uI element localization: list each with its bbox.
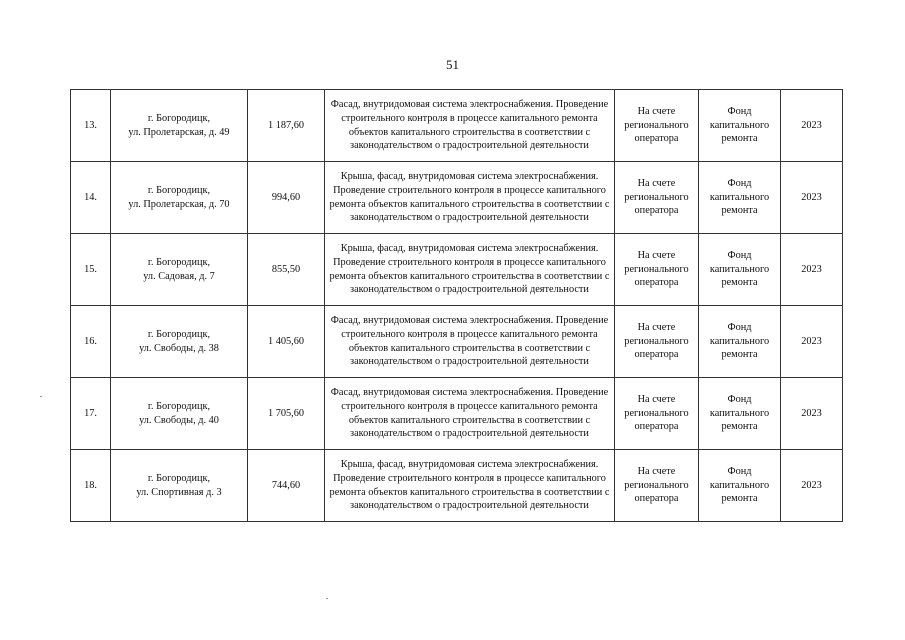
address-street: ул. Садовая, д. 7	[143, 270, 215, 282]
table-row	[71, 162, 843, 234]
area-cell: 855,50	[248, 234, 325, 306]
address-city: г. Богородицк,	[147, 400, 211, 412]
row-number: 13.	[71, 90, 111, 162]
account-type: На счете регионального оператора	[615, 234, 699, 306]
page-number: 51	[446, 57, 459, 72]
table-body	[71, 90, 843, 522]
funding-source: Фонд капитального ремонта	[699, 450, 781, 522]
area-cell: 744,60	[248, 450, 325, 522]
table-row	[71, 306, 843, 378]
address-city: г. Богородицк,	[147, 112, 211, 124]
funding-source: Фонд капитального ремонта	[699, 306, 781, 378]
repair-works-table	[70, 89, 843, 522]
address-cell	[111, 306, 248, 378]
funding-source: Фонд капитального ремонта	[699, 234, 781, 306]
account-type: На счете регионального оператора	[615, 162, 699, 234]
year-cell: 2023	[781, 162, 843, 234]
address-street: ул. Пролетарская, д. 49	[128, 126, 230, 138]
address-city: г. Богородицк,	[147, 472, 211, 484]
year-cell: 2023	[781, 90, 843, 162]
table-row	[71, 90, 843, 162]
table-row	[71, 378, 843, 450]
account-type: На счете регионального оператора	[615, 306, 699, 378]
year-cell: 2023	[781, 306, 843, 378]
address-cell	[111, 90, 248, 162]
table-row	[71, 450, 843, 522]
row-number: 17.	[71, 378, 111, 450]
row-number: 18.	[71, 450, 111, 522]
funding-source: Фонд капитального ремонта	[699, 90, 781, 162]
account-type: На счете регионального оператора	[615, 450, 699, 522]
address-city: г. Богородицк,	[147, 328, 211, 340]
address-city: г. Богородицк,	[147, 184, 211, 196]
address-street: ул. Спортивная д. 3	[136, 486, 222, 498]
works-description: Крыша, фасад, внутридомовая система электроснабжения. Проведение строительного контроля в процессе капитального ремонта объектов капитального строительства в соответствии с законодательством о градостроительной деятельности	[325, 162, 615, 234]
address-street: ул. Пролетарская, д. 70	[128, 198, 230, 210]
row-number: 15.	[71, 234, 111, 306]
works-description: Фасад, внутридомовая система электроснабжения. Проведение строительного контроля в процессе капитального ремонта объектов капитального строительства в соответствии с законодательством о градостроительной деятельности	[325, 378, 615, 450]
row-number: 16.	[71, 306, 111, 378]
funding-source: Фонд капитального ремонта	[699, 162, 781, 234]
funding-source: Фонд капитального ремонта	[699, 378, 781, 450]
account-type: На счете регионального оператора	[615, 90, 699, 162]
address-cell	[111, 450, 248, 522]
area-cell: 1 405,60	[248, 306, 325, 378]
address-cell	[111, 162, 248, 234]
works-description: Фасад, внутридомовая система электроснабжения. Проведение строительного контроля в процессе капитального ремонта объектов капитального строительства в соответствии с законодательством о градостроительной деятельности	[325, 90, 615, 162]
works-description: Крыша, фасад, внутридомовая система электроснабжения. Проведение строительного контроля в процессе капитального ремонта объектов капитального строительства в соответствии с законодательством о градостроительной деятельности	[325, 450, 615, 522]
scan-speck	[326, 598, 328, 599]
row-number: 14.	[71, 162, 111, 234]
year-cell: 2023	[781, 234, 843, 306]
address-cell	[111, 378, 248, 450]
works-description: Фасад, внутридомовая система электроснабжения. Проведение строительного контроля в процессе капитального ремонта объектов капитального строительства в соответствии с законодательством о градостроительной деятельности	[325, 306, 615, 378]
scan-speck	[40, 396, 42, 397]
year-cell: 2023	[781, 450, 843, 522]
area-cell: 1 187,60	[248, 90, 325, 162]
area-cell: 994,60	[248, 162, 325, 234]
account-type: На счете регионального оператора	[615, 378, 699, 450]
works-description: Крыша, фасад, внутридомовая система электроснабжения. Проведение строительного контроля в процессе капитального ремонта объектов капитального строительства в соответствии с законодательством о градостроительной деятельности	[325, 234, 615, 306]
area-cell: 1 705,60	[248, 378, 325, 450]
address-street: ул. Свободы, д. 40	[139, 414, 219, 426]
address-street: ул. Свободы, д. 38	[139, 342, 219, 354]
year-cell: 2023	[781, 378, 843, 450]
address-city: г. Богородицк,	[147, 256, 211, 268]
table-row	[71, 234, 843, 306]
address-cell	[111, 234, 248, 306]
